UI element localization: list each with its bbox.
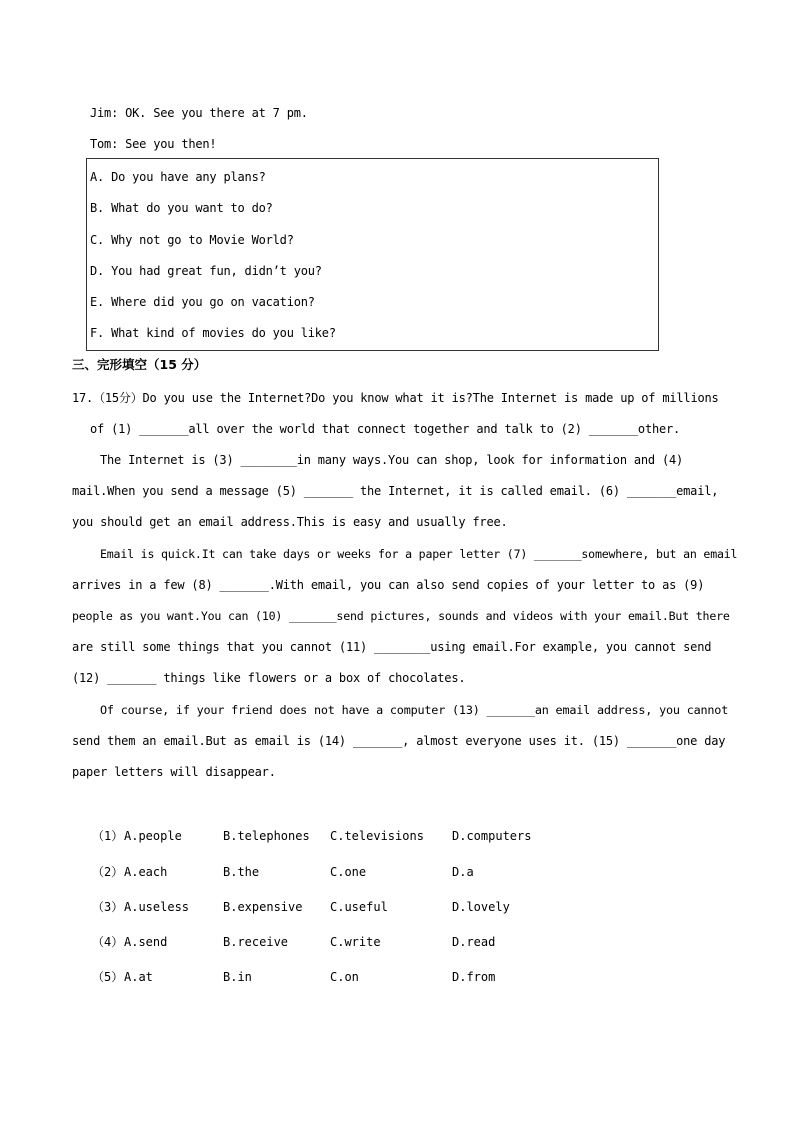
option-a[interactable]: A.people [124,829,182,843]
option-b[interactable]: B.receive [223,935,289,949]
option-b[interactable]: B.telephones [223,829,310,843]
box-option-b: B. What do you want to do? [90,201,273,215]
passage-line: send them an email.But as email is (14) _______, almost everyone uses it. (15) _______one day [72,734,726,748]
option-a[interactable]: A.each [124,865,168,879]
option-d[interactable]: D.from [452,970,496,984]
option-c[interactable]: C.one [330,865,367,879]
passage-line: (12) _______ things like flowers or a box of chocolates. [72,671,466,685]
passage-line: Of course, if your friend does not have a computer (13) _______an email address, you cannot [100,703,729,717]
box-option-f: F. What kind of movies do you like? [90,326,336,340]
option-c[interactable]: C.useful [330,900,388,914]
option-c[interactable]: C.televisions [330,829,424,843]
box-option-e: E. Where did you go on vacation? [90,295,315,309]
passage-line: Email is quick.It can take days or weeks for a paper letter (7) _______somewhere, but an email [100,547,738,561]
option-d[interactable]: D.computers [452,829,532,843]
option-b[interactable]: B.expensive [223,900,303,914]
option-a[interactable]: A.useless [124,900,190,914]
options-box [86,158,659,351]
option-b[interactable]: B.in [223,970,252,984]
passage-line: The Internet is (3) ________in many ways.You can shop, look for information and (4) [100,453,684,467]
option-b[interactable]: B.the [223,865,260,879]
passage-line: arrives in a few (8) _______.With email, you can also send copies of your letter to as (9) [72,578,705,592]
passage-line: are still some things that you cannot (11) ________using email.For example, you cannot send [72,640,712,654]
dialogue-line-jim: Jim: OK. See you there at 7 pm. [90,106,308,120]
question-number: （5） [92,970,124,984]
question-number: （3） [92,900,124,914]
option-a[interactable]: A.at [124,970,153,984]
box-option-c: C. Why not go to Movie World? [90,233,294,247]
box-option-a: A. Do you have any plans? [90,170,266,184]
option-d[interactable]: D.read [452,935,496,949]
passage-line: 17.（15分）Do you use the Internet?Do you know what it is?The Internet is made up of millions [72,391,719,405]
box-option-d: D. You had great fun, didn’t you? [90,264,322,278]
section-heading: 三、完形填空（15 分） [72,357,207,372]
passage-line: of (1) _______all over the world that connect together and talk to (2) _______other. [90,422,681,436]
passage-line: you should get an email address.This is easy and usually free. [72,515,508,529]
question-number: （4） [92,935,124,949]
option-d[interactable]: D.a [452,865,474,879]
passage-line: people as you want.You can (10) _______send pictures, sounds and videos with your email.But there [72,609,730,623]
option-d[interactable]: D.lovely [452,900,510,914]
question-number: （1） [92,829,124,843]
option-c[interactable]: C.on [330,970,359,984]
question-number: （2） [92,865,124,879]
passage-line: paper letters will disappear. [72,765,276,779]
option-c[interactable]: C.write [330,935,381,949]
passage-line: mail.When you send a message (5) _______ the Internet, it is called email. (6) _______email, [72,484,719,498]
dialogue-line-tom: Tom: See you then! [90,137,217,151]
option-a[interactable]: A.send [124,935,168,949]
